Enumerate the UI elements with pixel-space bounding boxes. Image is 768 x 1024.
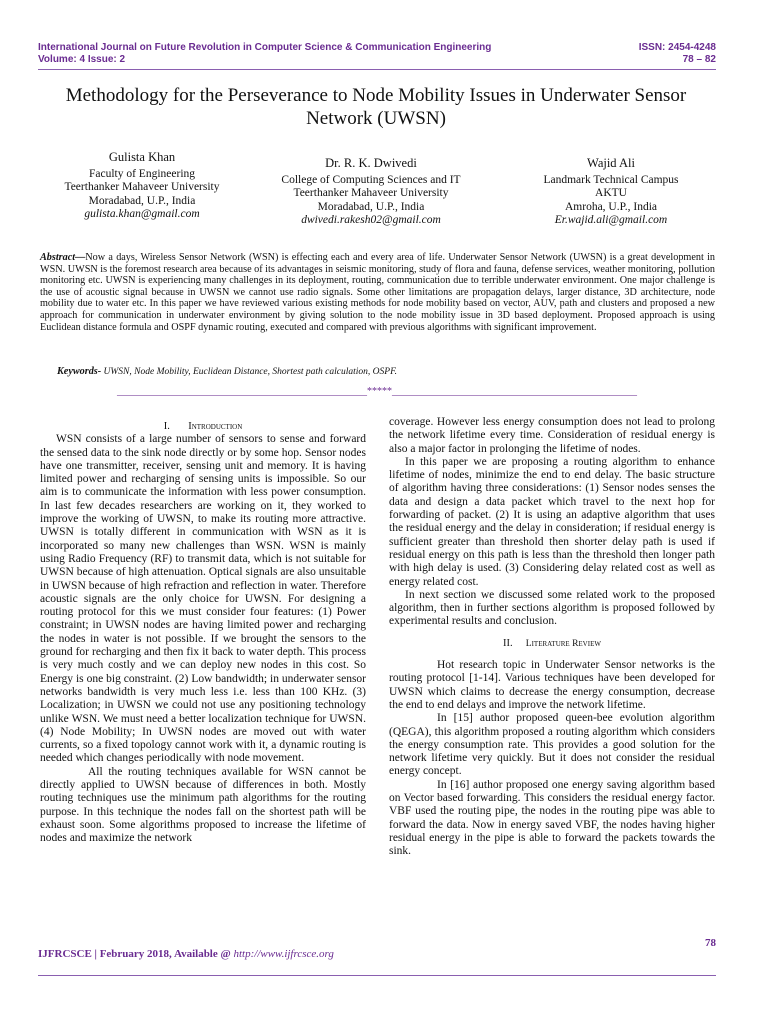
page-range: 78 – 82	[682, 54, 716, 65]
footer-rule	[38, 975, 716, 976]
abstract-label: Abstract—	[40, 252, 86, 263]
abstract	[40, 252, 715, 333]
keywords	[57, 366, 397, 377]
keywords-label: Keywords-	[57, 366, 102, 377]
journal-name: International Journal on Future Revolution in Computer Science & Communication Engineering	[38, 42, 492, 53]
paragraph: In [16] author proposed one energy saving algorithm based on Vector based forwarding. This considers the residual energy factor. VBF used the routing pipe, the nodes in the routing pipe was able to forward the data. Now in energy saved VBF, the nodes having higher residual energy in the pipe is able to forward the packets towards the sink.	[389, 778, 715, 858]
paragraph: coverage. However less energy consumption does not lead to prolong the network lifetime every time. Consideration of residual energy is also a major factor in prolonging the lifetime of nodes.	[389, 416, 715, 455]
issn: ISSN: 2454-4248	[638, 42, 716, 53]
author-name: Dr. R. K. Dwivedi	[325, 156, 417, 170]
paper-title: Methodology for the Perseverance to Node Mobility Issues in Underwater Sensor Network (UWSN)	[65, 85, 687, 129]
author-2: Dr. R. K. Dwivedi College of Computing Sciences and IT Teerthanker Mahaveer University Moradabad, U.P., India dwivedi.rakesh02@gmail.com	[262, 157, 480, 228]
section-heading-2: II. Literature Review	[503, 637, 601, 649]
author-email: dwivedi.rakesh02@gmail.com	[301, 214, 441, 226]
author-name: Gulista Khan	[108, 150, 176, 164]
paragraph: In this paper we are proposing a routing algorithm to enhance lifetime of nodes, minimize the end to end delay. The basic structure of algorithm having three considerations: (1) Sensor nodes senses the data and design a data packet which travel to the next hop for forwarding of packet. (2) It is using an adaptive algorithm that uses the residual energy and the delay in consideration; if residual energy is sufficient greater than threshold then shorter delay path is used if residual energy on this path is less than the threshold then longer path with high delay is used. (3) Considering delay related cost as well as energy related cost.	[389, 455, 715, 588]
author-name: Wajid Ali	[587, 156, 635, 170]
footer-link[interactable]: http://www.ijfrcsce.org	[233, 948, 334, 960]
author-email: Er.wajid.ali@gmail.com	[554, 214, 668, 226]
abstract-text: Now a days, Wireless Sensor Network (WSN) is effecting each and every area of life. Underwater Sensor Network (UWSN) is a great development in WSN. UWSN is the foremost research area because of its advantages in seismic monitoring, study of flora and fauna, defense services, weather monitoring, pollution monitoring etc. UWSN is experiencing many challenges in its deployment, routing, communication due to terrible underwater environment. One major challenge is the use of acoustic signal because in UWSN we cannot use radio signals. Some other limitations are propagation delays, larger distance, 3D architecture, node mobility due to water etc. In this paper we have reviewed various existing methods for node mobility based on vector, AUV, path and clusters and proposed a new approach for communication in underwater environment by giving solution to the node mobility issue in 3D based deployment. Proposed approach is using Euclidean distance formula and OSPF dynamic routing, executed and compared with previous algorithms with significant improvement.	[40, 252, 716, 333]
author-3: Wajid Ali Landmark Technical Campus AKTU Amroha, U.P., India Er.wajid.ali@gmail.com	[510, 157, 712, 228]
paragraph: All the routing techniques available for WSN cannot be directly applied to UWSN because of differences in both. Mostly routing techniques use the minimum path algorithms for the routing purpose. In this technique the nodes fall on the shortest path will be exhaust soon. Some algorithms proposed to increase the lifetime of nodes and maximize the network	[40, 765, 366, 845]
author-email: gulista.khan@gmail.com	[84, 208, 200, 220]
volume-issue: Volume: 4 Issue: 2	[38, 54, 126, 65]
paragraph: In next section we discussed some related work to the proposed algorithm, then in further sections algorithm is proposed followed by experimental results and conclusion.	[389, 588, 715, 628]
page-number: 78	[705, 937, 716, 949]
separator: __________________________________________________*****_________________________________________________	[117, 386, 637, 397]
header-rule	[38, 69, 716, 70]
paragraph: In [15] author proposed queen-bee evolution algorithm (QEGA), this algorithm proposed a routing algorithm which considers the energy consumption rate. This provides a good solution for the network lifetime very quickly. But it does not consider the residual energy concept.	[389, 712, 715, 778]
right-column	[389, 416, 715, 859]
paragraph: WSN consists of a large number of sensors to sense and forward the sensed data to the sink node directly or by some hop. Sensor nodes have one transmitter, receiver, sensing unit and memory. It is having limited power and recharging of sensing units is impossible. So our aim is to communicate the information with less power consumption. In last few decades researchers are working on it, they worked to improve the working of UWSN, to make its routing more attractive. UWSN is totally different in communication with WSN as it is incorporated so many new challenges than WSN. WSN is mainly using Radio Frequency (RF) to transmit data, which is not suitable for UWSN because of high attenuation. Optical signals are also unsuitable in UWSN because of high refraction and reflection in water. Therefore acoustic signals are the only choice for UWSN. For designing a routing protocol for this we must consider four features: (1) Power constraint; in UWSN nodes are having limited power and recharging the nodes in water is not possible. If we brought the sensors to the ground for recharging and then fix it back to water depth. This process is very much costly and we can deploy new nodes in this cost. So Energy is one big constraint. (2) Low bandwidth; in underwater sensor networks bandwidth is very much less i.e. less than 100 KHz. (3) Localization; in UWSN we could not use any positioning technology unlike WSN. We must need a better localization technique for UWSN. (4) Node Mobility; In UWSN nodes are moved out with water currents, so a fixed topology cannot work with it, a dynamic routing is needed which changes periodically with node movement.	[40, 433, 366, 765]
author-1: Gulista Khan Faculty of Engineering Teerthanker Mahaveer University Moradabad, U.P., India gulista.khan@gmail.com	[42, 151, 242, 222]
left-column	[40, 420, 366, 846]
keywords-text: UWSN, Node Mobility, Euclidean Distance, Shortest path calculation, OSPF.	[101, 367, 398, 377]
section-heading-1: I. Introduction	[163, 421, 243, 432]
paragraph: Hot research topic in Underwater Sensor networks is the routing protocol [1-14]. Various techniques have been developed for UWSN which claims to decrease the energy consumption, decrease the end to end delays and improve the network lifetime.	[389, 659, 715, 711]
footer: IJFRCSCE | February 2018, Available @ http://www.ijfrcsce.org	[38, 948, 334, 960]
